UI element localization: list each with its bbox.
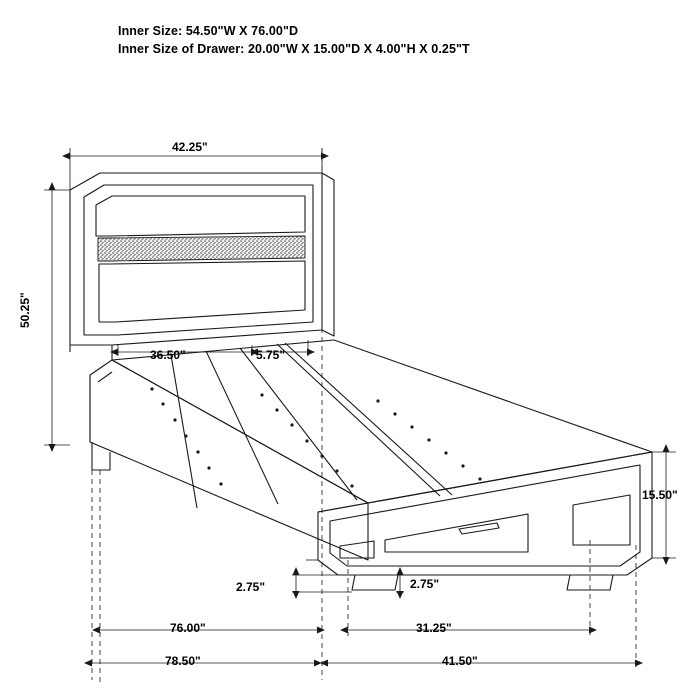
dim-bed-depth-right: 31.25" — [416, 621, 452, 635]
dimension-lines — [44, 148, 676, 684]
dim-panel-width: 36.50" — [150, 348, 186, 362]
dim-headboard-width: 42.25" — [172, 140, 208, 154]
slat-dots — [150, 387, 481, 487]
dim-footboard-height: 15.50" — [642, 488, 678, 502]
dim-panel-side: 5.75" — [256, 348, 286, 362]
inner-drawer-size-line: Inner Size of Drawer: 20.00"W X 15.00"D X 4.00"H X 0.25"T — [118, 42, 470, 56]
bed-outline — [70, 173, 652, 590]
dim-overall-length-left: 78.50" — [165, 654, 201, 668]
dim-foot-clearance-right: 2.75" — [410, 577, 440, 591]
dim-overall-length-right: 41.50" — [442, 654, 478, 668]
dim-overall-height: 50.25" — [18, 292, 32, 328]
inner-size-line: Inner Size: 54.50"W X 76.00"D — [118, 24, 299, 38]
dim-side-rail-length: 76.00" — [170, 621, 206, 635]
dim-foot-clearance-left: 2.75" — [236, 580, 266, 594]
